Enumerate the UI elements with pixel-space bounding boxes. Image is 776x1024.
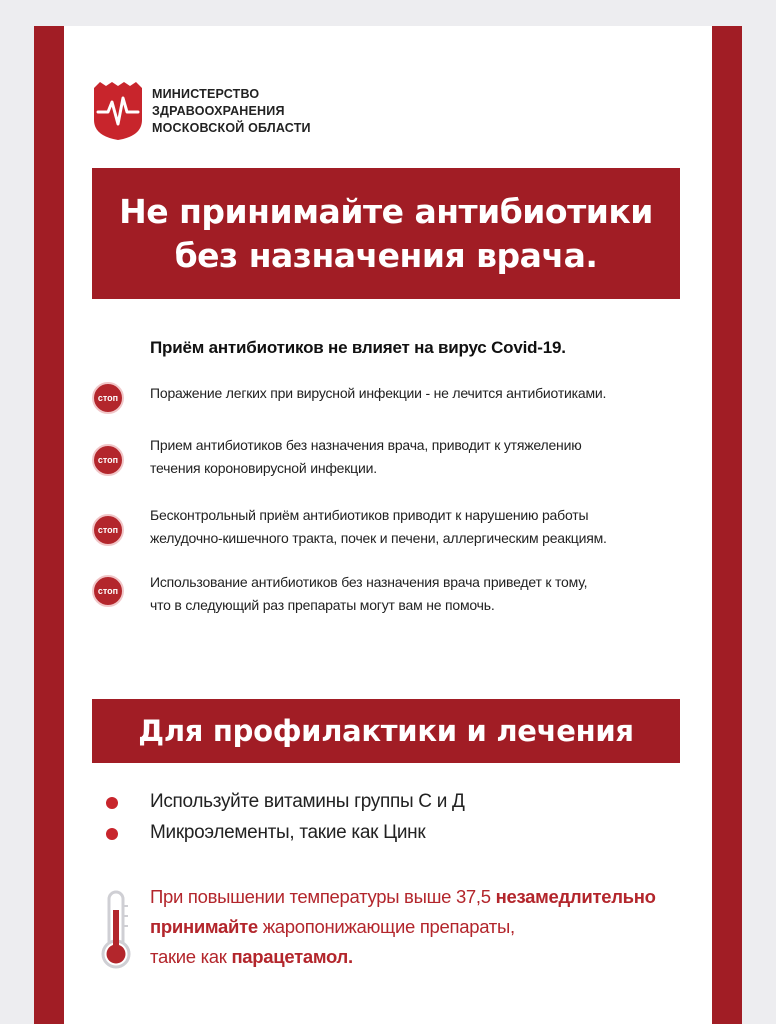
- warning-line: течения короновирусной инфекции.: [150, 460, 377, 476]
- list-item-text: Микроэлементы, такие как Цинк: [150, 822, 426, 843]
- stop-icon: стоп: [92, 575, 124, 607]
- ministry-line-2: ЗДРАВООХРАНЕНИЯ: [152, 104, 285, 118]
- ministry-line-3: МОСКОВСКОЙ ОБЛАСТИ: [152, 121, 311, 135]
- warning-line: Поражение легких при вирусной инфекции - не лечится антибиотиками.: [150, 385, 607, 401]
- temp-text-bold: парацетамол.: [231, 946, 353, 967]
- warning-item: [92, 504, 692, 560]
- warning-text: [150, 382, 690, 405]
- warning-item: [92, 434, 692, 490]
- bullet-dot-icon: [106, 828, 118, 840]
- heartbeat-shield-icon: [92, 80, 144, 142]
- warning-text: [150, 571, 690, 617]
- stop-icon: стоп: [92, 514, 124, 546]
- left-red-band: [34, 26, 64, 1024]
- warning-item: [92, 571, 692, 627]
- thermometer-icon: [98, 890, 134, 970]
- warning-text: [150, 434, 690, 480]
- temp-text-bold: принимайте: [150, 916, 258, 937]
- ministry-line-1: МИНИСТЕРСТВО: [152, 87, 260, 101]
- temperature-advice: [150, 882, 710, 972]
- warning-line: Бесконтрольный приём антибиотиков приводит к нарушению работы: [150, 507, 589, 523]
- temperature-line-3: [150, 942, 710, 972]
- warning-line: желудочно-кишечного тракта, почек и печени, аллергическим реакциям.: [150, 530, 607, 546]
- bullet-dot-icon: [106, 797, 118, 809]
- warning-line: что в следующий раз препараты могут вам не помочь.: [150, 597, 495, 613]
- stop-icon: стоп: [92, 382, 124, 414]
- headline-line-1: Не принимайте антибиотики: [119, 191, 653, 231]
- right-red-band: [712, 26, 742, 1024]
- warning-item: [92, 382, 692, 438]
- subheading: Приём антибиотиков не влияет на вирус Covid-19.: [150, 338, 566, 357]
- warning-line: Использование антибиотиков без назначения врача приведет к тому,: [150, 574, 588, 590]
- temp-text-bold: незамедлительно: [495, 886, 656, 907]
- temp-text-part: При повышении температуры выше 37,5: [150, 886, 496, 907]
- headline-banner: [92, 168, 680, 299]
- ministry-name: [152, 86, 311, 137]
- warning-line: Прием антибиотиков без назначения врача, приводит к утяжелению: [150, 437, 582, 453]
- stop-icon: стоп: [92, 444, 124, 476]
- warning-text: [150, 504, 690, 550]
- poster: [34, 26, 742, 1024]
- temp-text-part: такие как: [150, 946, 232, 967]
- temperature-line-2: [150, 912, 710, 942]
- list-item-text: Используйте витамины группы С и Д: [150, 791, 465, 812]
- temperature-line-1: [150, 882, 710, 912]
- temp-text-part: жаропонижающие препараты,: [257, 916, 515, 937]
- prevention-banner: Для профилактики и лечения: [92, 699, 680, 763]
- headline-line-2: без назначения врача.: [174, 235, 598, 275]
